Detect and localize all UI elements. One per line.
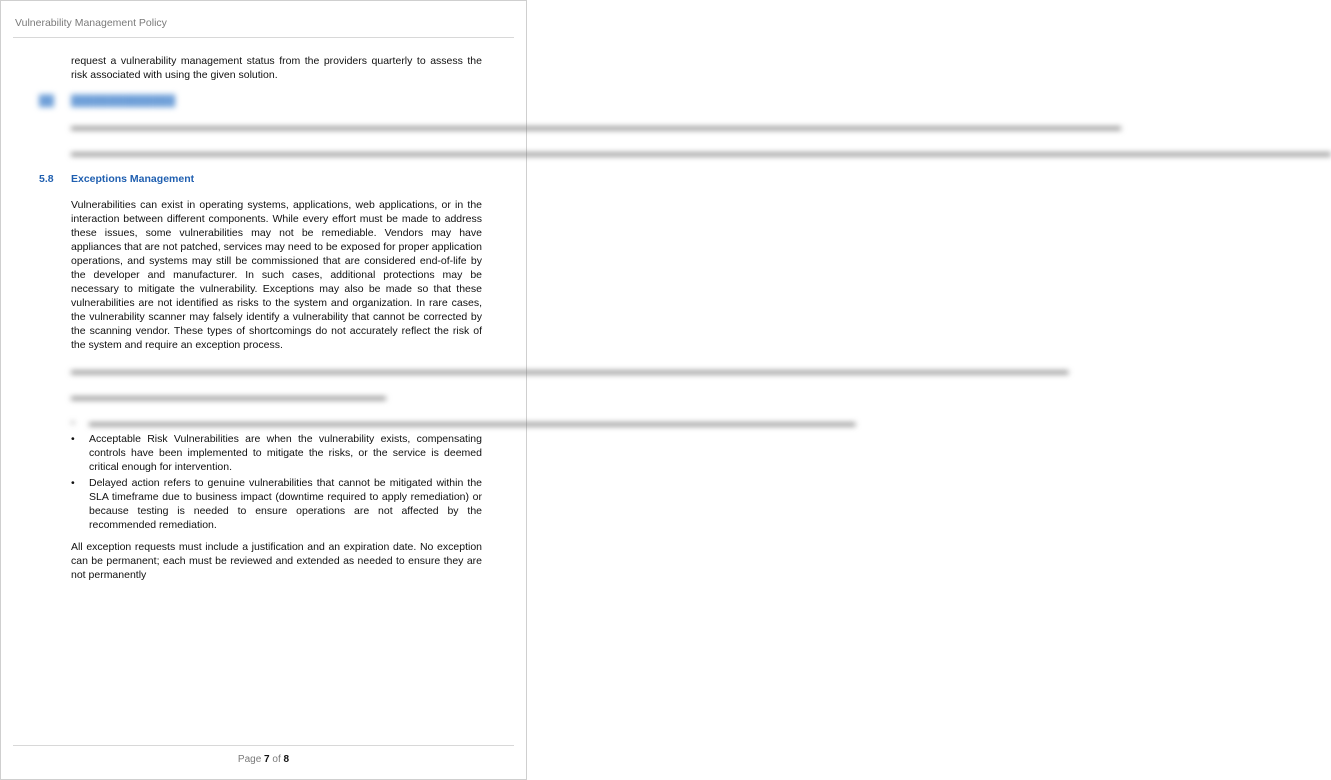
header-title: Vulnerability Management Policy <box>15 17 167 29</box>
blurred-list-item: • ▬▬▬▬▬▬▬▬▬▬▬▬▬▬▬▬▬▬▬▬▬▬▬▬▬▬▬▬▬▬▬▬▬▬▬▬▬▬▬▬▬▬▬▬▬▬▬▬▬▬▬▬▬▬▬▬▬▬▬▬▬▬▬▬▬▬▬▬▬▬▬▬▬ <box>89 416 482 430</box>
blurred-paragraph: ▬▬▬▬▬▬▬▬▬▬▬▬▬▬▬▬▬▬▬▬▬▬▬▬▬▬▬▬▬▬ <box>71 391 386 403</box>
footer-page-total: 8 <box>283 754 290 765</box>
page-footer <box>1 754 526 765</box>
exceptions-paragraph: Vulnerabilities can exist in operating systems, applications, web applications, or in the interaction between different components. While every effort must be made to address these issues, some vulnerabilities may not be remediable. Vendors may have appliances that are not patched, services may need to be exposed for proper application operations, and systems may still be commissioned that are considered end-of-life by the developer and manufacturer. In such cases, additional protections may be necessary to mitigate the vulnerability. Exceptions may also be made so that these vulnerabilities are not identified as risks to the system and organization. In rare cases, the vulnerability scanner may falsely identify a vulnerability that cannot be corrected by the scanning vendor. These types of shortcomings do not accurately reflect the risk of the system and require an exception process. <box>71 199 482 351</box>
header-divider <box>13 37 514 38</box>
footer-page-middle: of <box>269 754 284 765</box>
section-heading <box>39 172 482 186</box>
closing-paragraph: All exception requests must include a justification and an expiration date. No exception can be permanent; each must be reviewed and extended as needed to ensure they are not permanently <box>71 541 482 581</box>
document-body <box>39 54 1331 594</box>
footer-page-prefix: Page <box>237 754 265 765</box>
footer-page-number: 7 <box>264 754 270 765</box>
section-number: 5.8 <box>39 173 54 185</box>
blurred-paragraph: ▬▬▬▬▬▬▬▬▬▬▬▬▬▬▬▬▬▬▬▬▬▬▬▬▬▬▬▬▬▬▬▬▬▬▬▬▬▬▬▬▬▬▬▬▬▬▬▬▬▬▬▬▬▬▬▬▬▬▬▬▬▬▬▬▬▬▬▬▬▬▬▬▬▬▬▬▬▬▬▬▬▬▬▬▬▬▬▬▬▬▬▬▬▬▬▬▬▬▬▬ <box>71 121 1121 133</box>
footer-divider <box>13 745 514 746</box>
list-item-acceptable-risk: • Acceptable Risk Vulnerabilities are when the vulnerability exists, compensating controls have been implemented to mitigate the risks, or the service is deemed critical enough for intervention. <box>89 432 482 474</box>
blurred-paragraph: ▬▬▬▬▬▬▬▬▬▬▬▬▬▬▬▬▬▬▬▬▬▬▬▬▬▬▬▬▬▬▬▬▬▬▬▬▬▬▬▬▬▬▬▬▬▬▬▬▬▬▬▬▬▬▬▬▬▬▬▬▬▬▬▬▬▬▬▬▬▬▬▬▬▬▬▬▬▬▬▬▬▬▬▬▬▬▬▬▬▬▬▬▬▬▬▬▬▬▬▬▬▬▬▬▬▬▬▬▬▬▬▬▬▬▬▬▬▬▬▬ <box>71 147 1331 159</box>
intro-paragraph: request a vulnerability management status from the providers quarterly to assess the risk associated with using the given solution. <box>71 55 482 81</box>
blurred-paragraph: ▬▬▬▬▬▬▬▬▬▬▬▬▬▬▬▬▬▬▬▬▬▬▬▬▬▬▬▬▬▬▬▬▬▬▬▬▬▬▬▬▬▬▬▬▬▬▬▬▬▬▬▬▬▬▬▬▬▬▬▬▬▬▬▬▬▬▬▬▬▬▬▬▬▬▬▬▬▬▬▬▬▬▬▬▬▬▬▬▬▬▬▬▬▬▬ <box>71 365 1069 377</box>
list-item-delayed-action: • Delayed action refers to genuine vulnerabilities that cannot be mitigated within the SLA timeframe due to business impact (downtime required to apply remediation) or because testing is needed to ensure operations are not affected by the recommended remediation. <box>89 476 482 532</box>
section-title: Exceptions Management <box>71 173 195 185</box>
blurred-section-heading: ██ ██████████████ <box>39 95 176 107</box>
